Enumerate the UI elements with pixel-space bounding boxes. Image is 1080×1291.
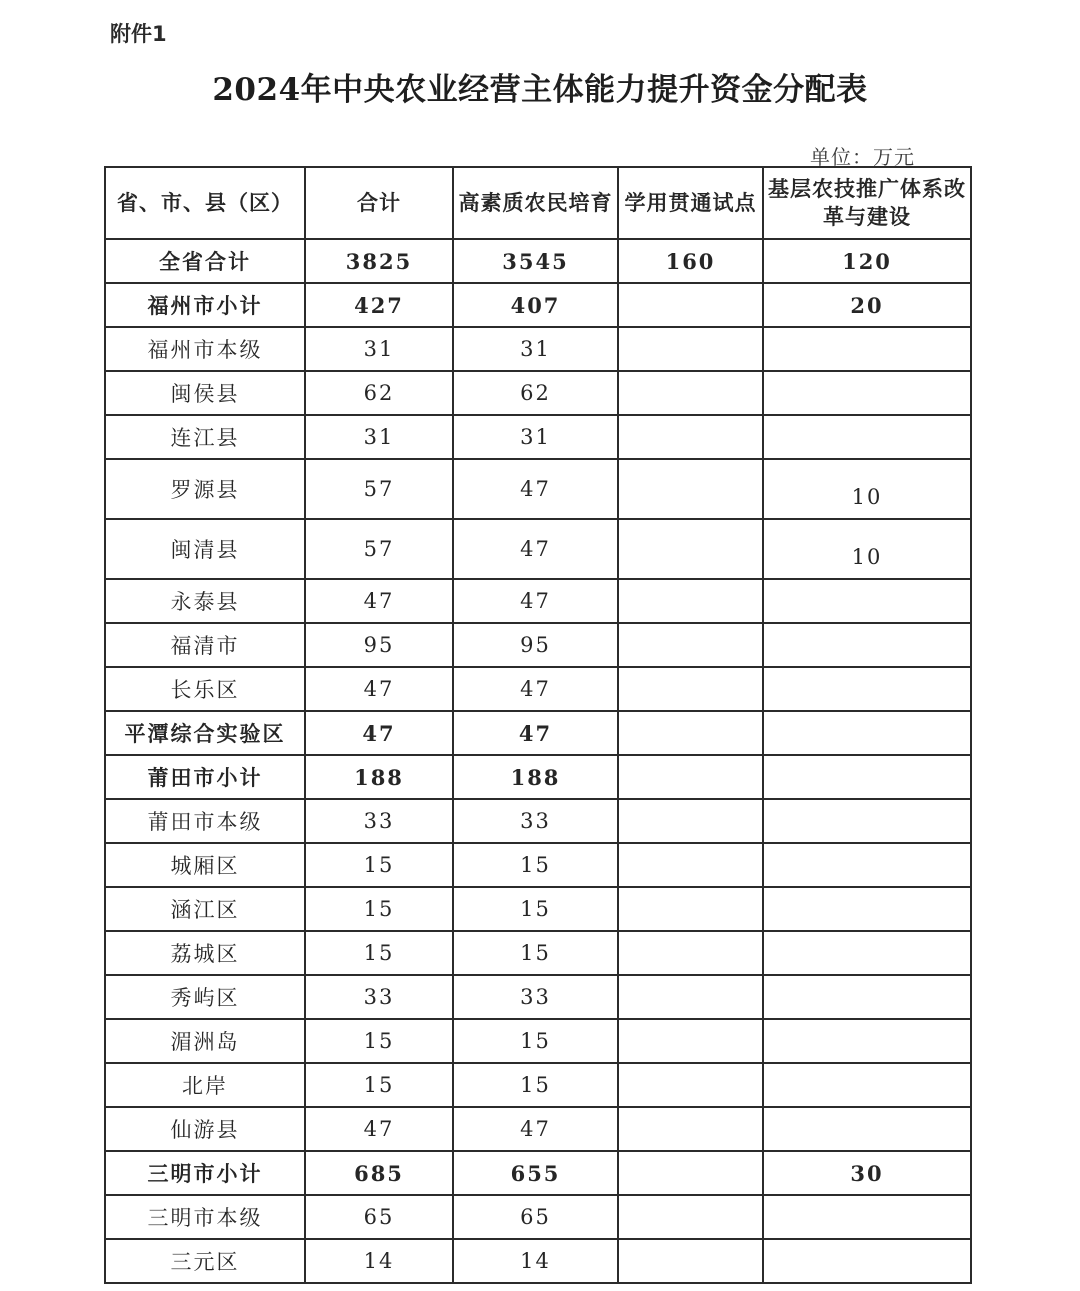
table-row (105, 1019, 971, 1063)
farmer-training-cell: 47 (453, 1107, 618, 1151)
table-row (105, 327, 971, 371)
pilot-cell (618, 579, 763, 623)
pilot-cell (618, 887, 763, 931)
table-row (105, 415, 971, 459)
table-row (105, 1063, 971, 1107)
extension-reform-cell (763, 755, 971, 799)
region-cell: 三元区 (105, 1239, 305, 1283)
farmer-training-cell: 47 (453, 711, 618, 755)
region-cell: 闽侯县 (105, 371, 305, 415)
farmer-training-cell: 15 (453, 1063, 618, 1107)
region-cell: 湄洲岛 (105, 1019, 305, 1063)
total-cell: 65 (305, 1195, 453, 1239)
region-cell: 福州市本级 (105, 327, 305, 371)
extension-reform-cell (763, 1063, 971, 1107)
farmer-training-cell: 407 (453, 283, 618, 327)
total-cell: 57 (305, 459, 453, 519)
pilot-cell (618, 755, 763, 799)
region-cell: 连江县 (105, 415, 305, 459)
farmer-training-cell: 15 (453, 843, 618, 887)
page-title: 2024年中央农业经营主体能力提升资金分配表 (212, 72, 868, 108)
total-cell: 3825 (305, 239, 453, 283)
region-cell: 福清市 (105, 623, 305, 667)
table-row (105, 711, 971, 755)
pilot-cell (618, 799, 763, 843)
pilot-cell (618, 519, 763, 579)
farmer-training-cell: 47 (453, 579, 618, 623)
total-cell: 47 (305, 579, 453, 623)
total-cell: 14 (305, 1239, 453, 1283)
extension-reform-cell (763, 1195, 971, 1239)
pilot-cell (618, 975, 763, 1019)
region-cell: 闽清县 (105, 519, 305, 579)
region-cell: 永泰县 (105, 579, 305, 623)
total-cell: 15 (305, 843, 453, 887)
table-row (105, 843, 971, 887)
region-cell: 莆田市小计 (105, 755, 305, 799)
region-cell: 城厢区 (105, 843, 305, 887)
region-cell: 长乐区 (105, 667, 305, 711)
farmer-training-cell: 3545 (453, 239, 618, 283)
farmer-training-cell: 31 (453, 327, 618, 371)
region-cell: 福州市小计 (105, 283, 305, 327)
farmer-training-cell: 15 (453, 1019, 618, 1063)
header-farmer-training: 高素质农民培育 (453, 167, 618, 239)
region-cell: 罗源县 (105, 459, 305, 519)
region-cell: 全省合计 (105, 239, 305, 283)
total-cell: 685 (305, 1151, 453, 1195)
total-cell: 47 (305, 1107, 453, 1151)
pilot-cell (618, 667, 763, 711)
table-row (105, 931, 971, 975)
farmer-training-cell: 188 (453, 755, 618, 799)
region-cell: 莆田市本级 (105, 799, 305, 843)
region-cell: 仙游县 (105, 1107, 305, 1151)
table-row (105, 459, 971, 519)
extension-reform-cell (763, 843, 971, 887)
extension-reform-cell (763, 623, 971, 667)
extension-reform-cell (763, 1107, 971, 1151)
total-cell: 47 (305, 667, 453, 711)
farmer-training-cell: 15 (453, 887, 618, 931)
farmer-training-cell: 15 (453, 931, 618, 975)
total-cell: 33 (305, 975, 453, 1019)
region-cell: 涵江区 (105, 887, 305, 931)
attachment-label: 附件1 (110, 22, 167, 46)
extension-reform-cell (763, 931, 971, 975)
farmer-training-cell: 62 (453, 371, 618, 415)
extension-reform-cell (763, 1239, 971, 1283)
farmer-training-cell: 14 (453, 1239, 618, 1283)
table-row (105, 283, 971, 327)
table-body (105, 239, 971, 1283)
region-cell: 北岸 (105, 1063, 305, 1107)
extension-reform-cell (763, 667, 971, 711)
total-cell: 57 (305, 519, 453, 579)
extension-reform-cell (763, 327, 971, 371)
pilot-cell (618, 1107, 763, 1151)
total-cell: 31 (305, 327, 453, 371)
pilot-cell (618, 843, 763, 887)
pilot-cell (618, 415, 763, 459)
extension-reform-cell: 10 (763, 459, 971, 519)
total-cell: 31 (305, 415, 453, 459)
farmer-training-cell: 33 (453, 799, 618, 843)
extension-reform-cell: 10 (763, 519, 971, 579)
extension-reform-cell (763, 1019, 971, 1063)
extension-reform-cell (763, 371, 971, 415)
farmer-training-cell: 33 (453, 975, 618, 1019)
table-row (105, 975, 971, 1019)
table-row (105, 1239, 971, 1283)
farmer-training-cell: 47 (453, 667, 618, 711)
extension-reform-cell: 20 (763, 283, 971, 327)
region-cell: 三明市小计 (105, 1151, 305, 1195)
pilot-cell (618, 1063, 763, 1107)
pilot-cell (618, 931, 763, 975)
allocation-table (104, 166, 972, 1284)
pilot-cell (618, 711, 763, 755)
extension-reform-cell (763, 711, 971, 755)
total-cell: 33 (305, 799, 453, 843)
table-header-row (105, 167, 971, 239)
extension-reform-cell (763, 799, 971, 843)
table-row (105, 799, 971, 843)
extension-reform-cell (763, 975, 971, 1019)
table-row (105, 579, 971, 623)
unit-label: 单位：万元 (810, 145, 915, 169)
pilot-cell (618, 459, 763, 519)
table-row (105, 371, 971, 415)
total-cell: 15 (305, 931, 453, 975)
extension-reform-cell (763, 415, 971, 459)
table-row (105, 1195, 971, 1239)
table-row (105, 519, 971, 579)
table-row (105, 1107, 971, 1151)
region-cell: 平潭综合实验区 (105, 711, 305, 755)
extension-reform-cell (763, 579, 971, 623)
table-row (105, 887, 971, 931)
total-cell: 15 (305, 1063, 453, 1107)
farmer-training-cell: 95 (453, 623, 618, 667)
farmer-training-cell: 65 (453, 1195, 618, 1239)
extension-reform-cell: 120 (763, 239, 971, 283)
header-extension-reform: 基层农技推广体系改革与建设 (763, 167, 971, 239)
pilot-cell (618, 371, 763, 415)
table-row (105, 755, 971, 799)
region-cell: 荔城区 (105, 931, 305, 975)
total-cell: 427 (305, 283, 453, 327)
pilot-cell (618, 283, 763, 327)
total-cell: 47 (305, 711, 453, 755)
farmer-training-cell: 655 (453, 1151, 618, 1195)
region-cell: 秀屿区 (105, 975, 305, 1019)
header-pilot: 学用贯通试点 (618, 167, 763, 239)
table-row (105, 667, 971, 711)
table-row (105, 1151, 971, 1195)
pilot-cell (618, 623, 763, 667)
table-row (105, 239, 971, 283)
farmer-training-cell: 31 (453, 415, 618, 459)
total-cell: 15 (305, 1019, 453, 1063)
total-cell: 62 (305, 371, 453, 415)
total-cell: 95 (305, 623, 453, 667)
farmer-training-cell: 47 (453, 459, 618, 519)
total-cell: 15 (305, 887, 453, 931)
pilot-cell (618, 327, 763, 371)
region-cell: 三明市本级 (105, 1195, 305, 1239)
pilot-cell (618, 1019, 763, 1063)
farmer-training-cell: 47 (453, 519, 618, 579)
table-row (105, 623, 971, 667)
pilot-cell: 160 (618, 239, 763, 283)
extension-reform-cell: 30 (763, 1151, 971, 1195)
total-cell: 188 (305, 755, 453, 799)
header-total: 合计 (305, 167, 453, 239)
pilot-cell (618, 1151, 763, 1195)
allocation-table-container (104, 166, 970, 1284)
pilot-cell (618, 1239, 763, 1283)
extension-reform-cell (763, 887, 971, 931)
header-region: 省、市、县（区） (105, 167, 305, 239)
pilot-cell (618, 1195, 763, 1239)
